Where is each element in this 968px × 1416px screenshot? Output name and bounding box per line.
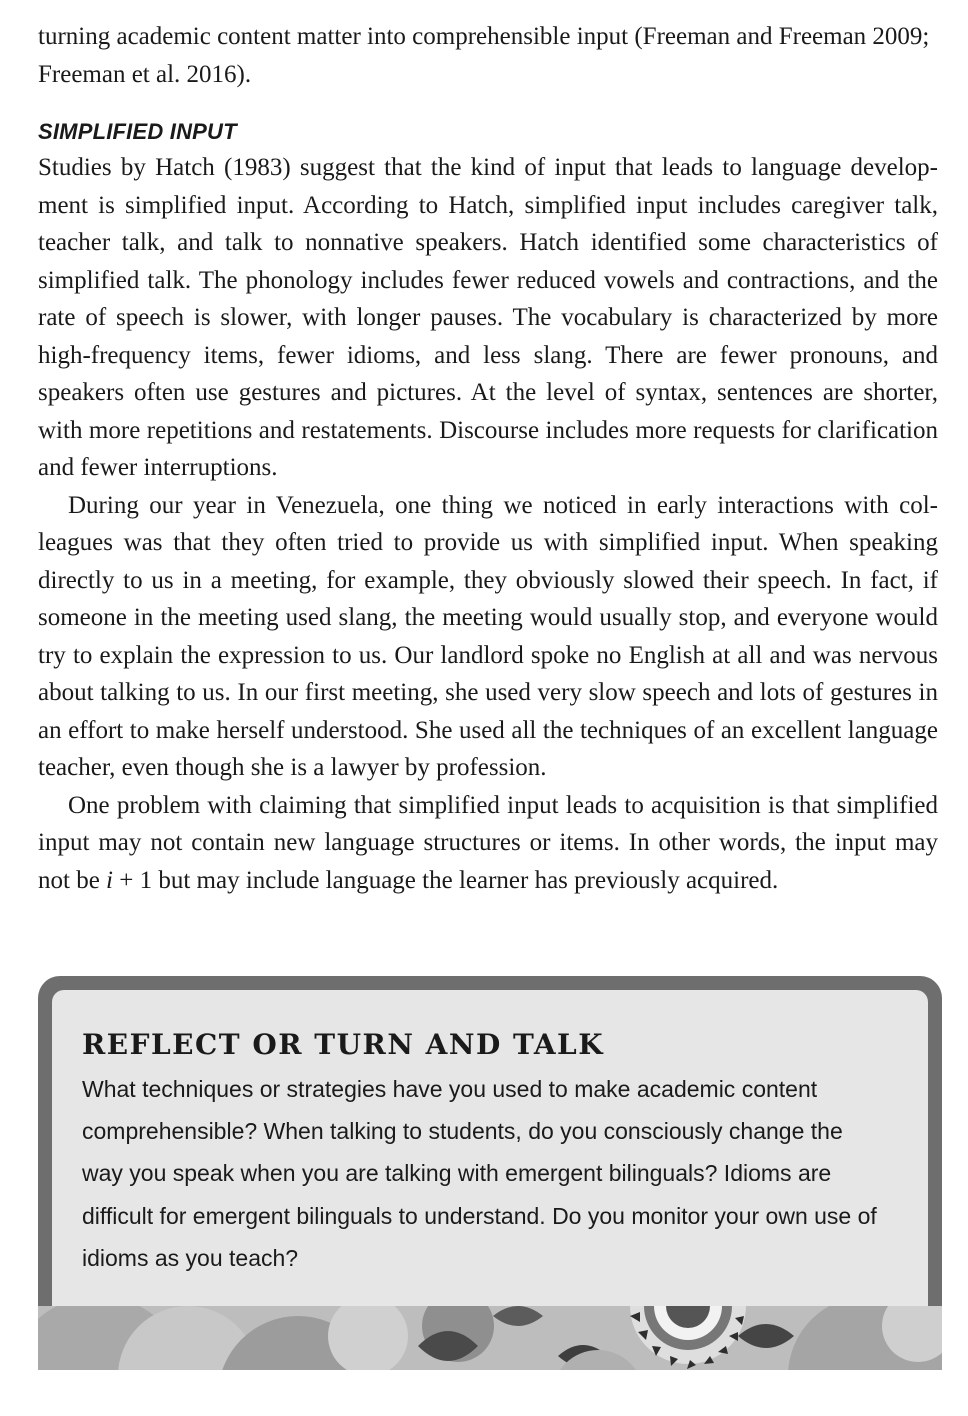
section-heading: SIMPLIFIED INPUT xyxy=(38,119,237,144)
reflect-box-text: What techniques or strategies have you used to make academic content comprehensible? When talking to students, do you consciously change the way you speak when you are talking with emergent bilinguals? Idioms are difficult for emergent bilinguals to understand. Do you monitor your own use of idioms as you teach? xyxy=(82,1076,877,1271)
reflect-box-title: REFLECT OR TURN AND TALK xyxy=(82,1028,605,1061)
mandala-ornament-icon xyxy=(38,1306,942,1370)
paragraph-venezuela: During our year in Venezuela, one thing we noticed in early interactions with col-leagues was that they often tried to provide us with simplified input. When speaking directly to us in a meeting, for example, they obviously slowed their speech. In fact, if someone in the meeting used slang, the meeting would usually stop, and everyone would try to explain the expression to us. Our landlord spoke no English at all and was nervous about talking to us. In our first meeting, she used very slow speech and lots of gestures in an effort to make herself understood. She used all the techniques of an excellent language teacher, even though she is a lawyer by profession. xyxy=(38,491,938,781)
opening-paragraph: turning academic content matter into comprehensible input (Freeman and Freeman 2009; Freeman et al. 2016). xyxy=(38,23,930,88)
paragraph-problem xyxy=(38,787,938,900)
reflect-box xyxy=(38,976,942,1370)
paragraph-problem-text: One problem with claiming that simplified input leads to acquisition is that simplified input may not contain new language structures or items. In other words, the input may not be xyxy=(38,791,938,894)
decorative-mandala-band xyxy=(38,1306,942,1370)
paragraph-simplified-input: Studies by Hatch (1983) suggest that the kind of input that leads to language develop-ment is simplified input. According to Hatch, simplified input includes caregiver talk, teacher talk, and talk to nonnative speakers. Hatch identified some characteristics of simplified talk. The phonology includes fewer reduced vowels and contractions, and the rate of speech is slower, with longer pauses. The vocabulary is characterized by more high-frequency items, fewer idioms, and less slang. There are fewer pronouns, and speakers often use gestures and pictures. At the level of syntax, sentences are shorter, with more repetitions and restatements. Discourse includes more requests for clarification and fewer interruptions. xyxy=(38,154,938,481)
i-plus-one-variable: i xyxy=(106,866,113,894)
paragraph-problem-text-end: + 1 but may include language the learner has previously acquired. xyxy=(113,866,779,894)
page-content xyxy=(38,18,938,899)
